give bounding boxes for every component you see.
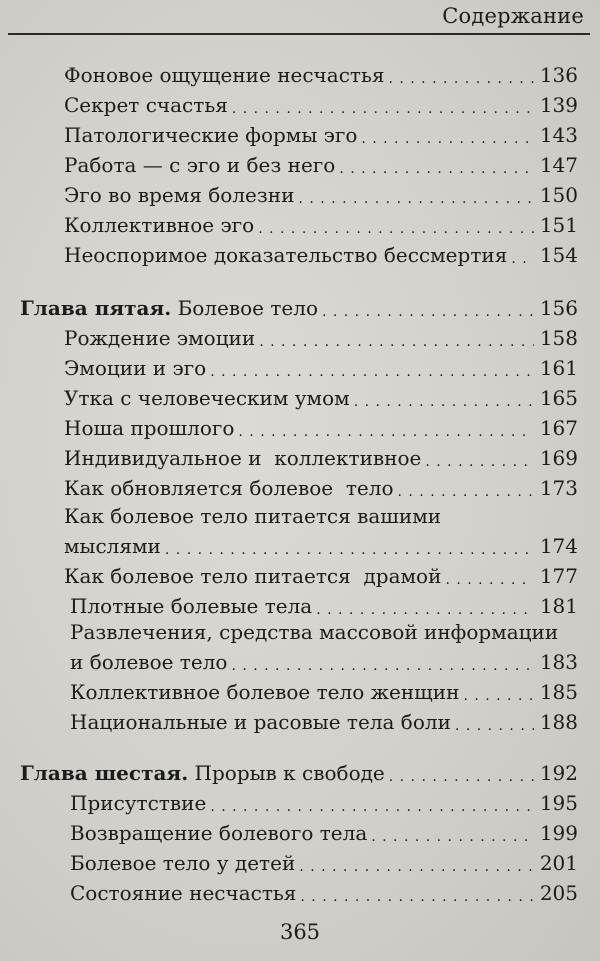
dot-leader xyxy=(455,707,534,737)
toc-entry[interactable] xyxy=(64,443,578,473)
toc-entry[interactable] xyxy=(64,561,578,591)
header-rule xyxy=(8,33,590,35)
dot-leader xyxy=(389,758,534,788)
running-header: Содержание xyxy=(442,4,584,28)
toc-entry-title: Эмоции и эго xyxy=(64,356,207,380)
toc-entry-title: Работа — с эго и без него xyxy=(64,153,336,177)
toc-entry-title: Возвращение болевого тела xyxy=(70,821,368,845)
toc-entry-title-line2: мыслями xyxy=(64,534,161,558)
dot-leader xyxy=(398,473,534,503)
toc-entry-title: Индивидуальное и коллективное xyxy=(64,446,422,470)
dot-leader xyxy=(361,120,533,150)
toc-entry-title: Патологические формы эго xyxy=(64,123,358,147)
toc-entry-title: Утка с человеческим умом xyxy=(64,386,350,410)
toc-entry[interactable] xyxy=(70,848,578,878)
dot-leader xyxy=(298,180,533,210)
toc-entry-title: Коллективное болевое тело женщин xyxy=(70,680,460,704)
dot-leader xyxy=(165,531,534,561)
toc-entry-page: 158 xyxy=(539,326,578,350)
dot-leader xyxy=(511,240,533,270)
toc-entry-title: Секрет счастья xyxy=(64,93,228,117)
chapter-title xyxy=(20,758,385,788)
toc-entry[interactable] xyxy=(64,323,578,353)
toc-entry-title: Рождение эмоции xyxy=(64,326,256,350)
toc-entry-title: Присутствие xyxy=(70,791,207,815)
toc-entry-page: 143 xyxy=(539,123,578,147)
dot-leader xyxy=(300,878,533,908)
dot-leader xyxy=(259,323,534,353)
toc-entry[interactable] xyxy=(70,677,578,707)
toc-entry-page: 183 xyxy=(539,650,578,674)
toc-entry-title-line2: и болевое тело xyxy=(70,650,228,674)
page-number: 365 xyxy=(279,920,321,944)
toc-entry[interactable] xyxy=(64,180,578,210)
toc-entry[interactable] xyxy=(64,240,578,270)
toc-entry[interactable] xyxy=(64,531,578,561)
toc-entry-title: Как обновляется болевое тело xyxy=(64,476,394,500)
toc-entry-page: 174 xyxy=(539,534,578,558)
chapter-name: Болевое тело xyxy=(177,296,318,320)
toc-entry-title: Коллективное эго xyxy=(64,213,255,237)
toc-entry-title: Как болевое тело питается драмой xyxy=(64,564,442,588)
toc-entry[interactable] xyxy=(70,707,578,737)
toc-entry[interactable] xyxy=(64,150,578,180)
dot-leader xyxy=(425,443,533,473)
toc-entry[interactable] xyxy=(64,353,578,383)
dot-leader xyxy=(388,60,533,90)
toc-entry[interactable] xyxy=(64,90,578,120)
toc-entry-title: Неоспоримое доказательство бессмертия xyxy=(64,243,508,267)
dot-leader xyxy=(339,150,533,180)
toc-entry-page: 185 xyxy=(539,680,578,704)
toc-entry-title: Эго во время болезни xyxy=(64,183,295,207)
toc-entry[interactable] xyxy=(64,60,578,90)
toc-entry-page: 139 xyxy=(539,93,578,117)
toc-entry[interactable] xyxy=(70,788,578,818)
toc-entry-title: Фоновое ощущение несчастья xyxy=(64,63,385,87)
toc-entry-page: 154 xyxy=(539,243,578,267)
dot-leader xyxy=(445,561,533,591)
toc-entry-page: 199 xyxy=(539,821,578,845)
dot-leader xyxy=(238,413,533,443)
chapter-entry-5[interactable] xyxy=(20,293,578,323)
chapter-page: 192 xyxy=(539,761,578,785)
toc-entry-page: 181 xyxy=(539,594,578,618)
toc-entry-page: 136 xyxy=(539,63,578,87)
toc-entry-title-line1[interactable]: Развлечения, средства массовой информации xyxy=(70,620,559,644)
dot-leader xyxy=(210,788,534,818)
toc-entry-page: 177 xyxy=(539,564,578,588)
toc-entry[interactable] xyxy=(64,383,578,413)
toc-entry-title: Состояние несчастья xyxy=(70,881,297,905)
toc-entry-page: 165 xyxy=(539,386,578,410)
dot-leader xyxy=(354,383,534,413)
dot-leader xyxy=(371,818,534,848)
toc-entry-page: 205 xyxy=(539,881,578,905)
toc-entry-page: 173 xyxy=(539,476,578,500)
chapter-entry-6[interactable] xyxy=(20,758,578,788)
chapter-prefix: Глава пятая. xyxy=(20,296,172,320)
chapter-name: Прорыв к свободе xyxy=(194,761,385,785)
chapter-page: 156 xyxy=(539,296,578,320)
dot-leader xyxy=(258,210,534,240)
toc-entry-page: 188 xyxy=(539,710,578,734)
toc-entry[interactable] xyxy=(70,818,578,848)
toc-entry[interactable] xyxy=(64,413,578,443)
toc-entry-page: 147 xyxy=(539,153,578,177)
toc-entry-title: Болевое тело у детей xyxy=(70,851,296,875)
dot-leader xyxy=(210,353,534,383)
dot-leader xyxy=(299,848,534,878)
toc-entry[interactable] xyxy=(70,878,578,908)
toc-entry-page: 195 xyxy=(539,791,578,815)
toc-entry-page: 150 xyxy=(539,183,578,207)
chapter-prefix: Глава шестая. xyxy=(20,761,189,785)
toc-entry[interactable] xyxy=(64,210,578,240)
dot-leader xyxy=(463,677,533,707)
dot-leader xyxy=(232,90,534,120)
toc-entry-page: 151 xyxy=(539,213,578,237)
toc-entry-page: 169 xyxy=(539,446,578,470)
dot-leader xyxy=(231,647,533,677)
dot-leader xyxy=(322,293,534,323)
toc-entry-title-line1[interactable]: Как болевое тело питается вашими xyxy=(64,504,442,528)
toc-entry-title: Национальные и расовые тела боли xyxy=(70,710,451,734)
toc-entry[interactable] xyxy=(64,473,578,503)
toc-entry-page: 167 xyxy=(539,416,578,440)
toc-entry-page: 161 xyxy=(539,356,578,380)
toc-entry[interactable] xyxy=(70,647,578,677)
toc-entry[interactable] xyxy=(64,120,578,150)
chapter-title xyxy=(20,293,318,323)
toc-entry-title: Ноша прошлого xyxy=(64,416,235,440)
toc-entry-title: Плотные болевые тела xyxy=(70,594,313,618)
toc-entry-page: 201 xyxy=(539,851,578,875)
